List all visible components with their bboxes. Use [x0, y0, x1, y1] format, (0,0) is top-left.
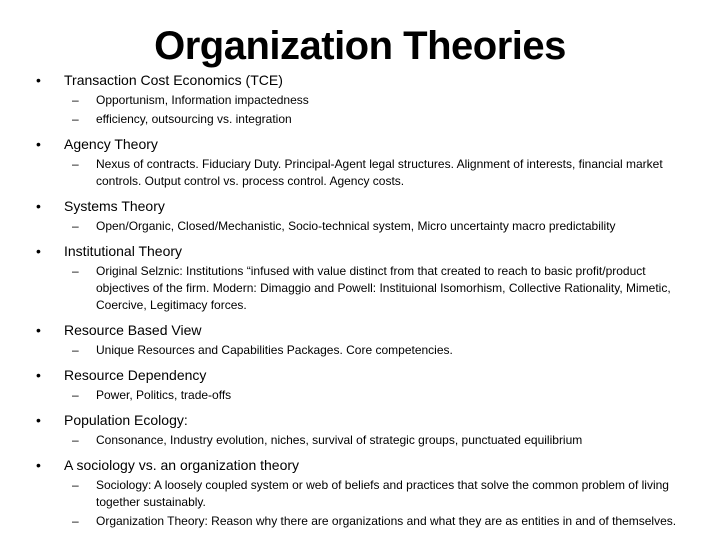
slide-body	[36, 70, 686, 530]
sub-bullet-text: Nexus of contracts. Fiduciary Duty. Principal-Agent legal structures. Alignment of interests, financial market controls. Output control vs. process control. Agency costs.	[96, 157, 663, 188]
bullet-heading: Resource Based View	[64, 322, 202, 338]
sub-bullet-item	[64, 477, 686, 511]
dash-icon: –	[72, 478, 79, 492]
bullet-dot-icon: •	[36, 198, 41, 214]
bullet-item	[36, 320, 686, 359]
dash-icon: –	[72, 219, 79, 233]
sub-bullet-item	[64, 92, 686, 109]
bullet-item	[36, 365, 686, 404]
sub-bullet-text: Open/Organic, Closed/Mechanistic, Socio-technical system, Micro uncertainty macro predictability	[96, 219, 616, 233]
bullet-dot-icon: •	[36, 457, 41, 473]
bullet-item	[36, 410, 686, 449]
dash-icon: –	[72, 388, 79, 402]
sub-bullet-item	[64, 342, 686, 359]
dash-icon: –	[72, 93, 79, 107]
bullet-item	[36, 455, 686, 530]
sub-bullet-list	[64, 218, 686, 235]
sub-bullet-text: efficiency, outsourcing vs. integration	[96, 112, 292, 126]
bullet-dot-icon: •	[36, 412, 41, 428]
sub-bullet-list	[64, 263, 686, 314]
sub-bullet-list	[64, 477, 686, 530]
bullet-heading: Transaction Cost Economics (TCE)	[64, 72, 283, 88]
bullet-dot-icon: •	[36, 367, 41, 383]
sub-bullet-text: Opportunism, Information impactedness	[96, 93, 309, 107]
sub-bullet-item	[64, 263, 686, 314]
sub-bullet-item	[64, 156, 686, 190]
bullet-heading: Population Ecology:	[64, 412, 188, 428]
sub-bullet-text: Consonance, Industry evolution, niches, survival of strategic groups, punctuated equilibrium	[96, 433, 583, 447]
sub-bullet-item	[64, 387, 686, 404]
sub-bullet-item	[64, 111, 686, 128]
sub-bullet-text: Original Selznic: Institutions “infused with value distinct from that created to reach to basic profit/product objectives of the firm. Modern: Dimaggio and Powell: Instituional Isomorhism, Collective Rationality, Mimetic, Coercive, Legitimacy forces.	[96, 264, 671, 312]
sub-bullet-list	[64, 387, 686, 404]
bullet-dot-icon: •	[36, 322, 41, 338]
slide-title: Organization Theories	[154, 24, 566, 68]
sub-bullet-item	[64, 432, 686, 449]
dash-icon: –	[72, 112, 79, 126]
sub-bullet-item	[64, 513, 686, 530]
bullet-heading: Agency Theory	[64, 136, 158, 152]
dash-icon: –	[72, 514, 79, 528]
sub-bullet-item	[64, 218, 686, 235]
bullet-heading: Institutional Theory	[64, 243, 183, 259]
sub-bullet-text: Organization Theory: Reason why there are organizations and what they are as entities in and of themselves.	[96, 514, 677, 528]
bullet-item	[36, 70, 686, 128]
bullet-heading: A sociology vs. an organization theory	[64, 457, 300, 473]
sub-bullet-text: Unique Resources and Capabilities Packages. Core competencies.	[96, 343, 453, 357]
bullet-list	[36, 70, 686, 530]
dash-icon: –	[72, 343, 79, 357]
bullet-dot-icon: •	[36, 243, 41, 259]
sub-bullet-list	[64, 92, 686, 128]
bullet-dot-icon: •	[36, 72, 41, 88]
sub-bullet-text: Sociology: A loosely coupled system or web of beliefs and practices that solve the common problem of living together sustainably.	[96, 478, 669, 509]
bullet-item	[36, 241, 686, 314]
bullet-dot-icon: •	[36, 136, 41, 152]
dash-icon: –	[72, 264, 79, 278]
bullet-heading: Systems Theory	[64, 198, 165, 214]
bullet-heading: Resource Dependency	[64, 367, 207, 383]
sub-bullet-text: Power, Politics, trade-offs	[96, 388, 232, 402]
dash-icon: –	[72, 433, 79, 447]
sub-bullet-list	[64, 342, 686, 359]
bullet-item	[36, 196, 686, 235]
sub-bullet-list	[64, 432, 686, 449]
bullet-item	[36, 134, 686, 190]
sub-bullet-list	[64, 156, 686, 190]
dash-icon: –	[72, 157, 79, 171]
